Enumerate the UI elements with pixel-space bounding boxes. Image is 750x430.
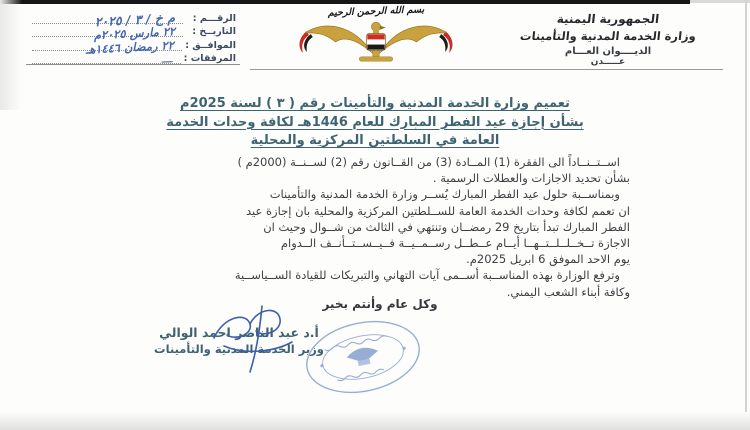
yemen-eagle-emblem-icon bbox=[297, 17, 455, 63]
date-handwritten-value: ٢٢ مارس ٢٠٢٥م bbox=[92, 24, 175, 43]
letterhead-country: الجمهورية اليمنية bbox=[556, 12, 660, 26]
title-line-1: تعميم وزارة الخدمة المدنية والتأمينات رقم ( ٣ ) لسنة 2025م bbox=[180, 96, 570, 111]
letterhead-emblem-block bbox=[288, 6, 464, 67]
scan-right-edge bbox=[745, 0, 747, 430]
signature-position: وزير الخدمة المدنية والتأمينات bbox=[154, 342, 324, 356]
body-line-8: وترفع الوزارة بهذه المناســبة أســمى آيات التهاني والتبريكات للقيادة الســياســية bbox=[234, 268, 620, 283]
title-line-2: بشأن إجازة عيد الفطر المبارك للعام 1446هـ لكافة وحدات الخدمة bbox=[166, 114, 584, 130]
hijri-handwritten-value: ٢٢ رمضان ١٤٤٦هـ bbox=[85, 37, 175, 57]
scan-top-edge-right bbox=[690, 0, 750, 3]
letterhead-office: الديــــوان العـــام bbox=[564, 46, 652, 57]
meta-row-attachments bbox=[32, 51, 236, 65]
official-round-stamp-icon bbox=[299, 316, 427, 398]
meta-separator-line bbox=[26, 64, 240, 65]
circular-body bbox=[125, 154, 630, 300]
number-label: الرقـــم : bbox=[192, 12, 236, 24]
body-line-4: ان تعمم لكافة وحدات الخدمة العامة للســلطتين المركزية والمحلية بان إجازة عيد bbox=[246, 203, 630, 218]
letterhead-ministry: وزارة الخدمة المدنية والتأمينات bbox=[519, 29, 697, 43]
bismillah-calligraphy: بسم الله الرحمن الرحيم bbox=[327, 4, 425, 19]
number-dotted-line bbox=[32, 9, 183, 29]
attachments-value: ــــ bbox=[161, 55, 173, 66]
body-line-5: الفطر المبارك تبدأ بتاريخ 29 رمضــان وتنتهي في الثالث من شــوال وحيث ان bbox=[263, 219, 630, 234]
scan-bottom-shadow bbox=[0, 412, 750, 430]
letterhead-separator-line bbox=[250, 69, 723, 70]
circular-title bbox=[115, 95, 635, 151]
date-label: التاريــخ : bbox=[192, 26, 236, 37]
scan-top-edge bbox=[0, 0, 690, 4]
body-line-6: الاجازة تــخــلــلــتــهــا أيــام عــطــل رســمــيــة فــيــســتــأنــف الــدوام bbox=[280, 236, 630, 251]
signature-name: أ.د عبد الناصر احمد الوالي bbox=[159, 325, 319, 340]
body-line-9: وكافة أبناء الشعب اليمني. bbox=[506, 284, 630, 299]
title-line-3: العامة في السلطتين المركزية والمحلية bbox=[250, 133, 500, 148]
attachments-dotted-line bbox=[32, 50, 181, 65]
body-line-7: يوم الاحد الموفق 6 ابريل 2025م. bbox=[466, 252, 630, 267]
body-line-1: اســتــنــاداً الى الفقرة (1) المــادة (3) من القــانون رقم (2) لســنــة (2000م ) bbox=[237, 155, 620, 169]
letterhead-right-block bbox=[498, 12, 718, 67]
meta-row-number bbox=[32, 9, 236, 29]
body-line-3: وبمناســبة حلول عيد الفطر المبارك يُســر وزارة الخدمة المدنية والتأمينات bbox=[269, 187, 620, 202]
meta-fields-block bbox=[32, 10, 236, 64]
scan-left-shadow bbox=[0, 0, 22, 110]
number-handwritten-value: م خ / ٣ / ٢٠٢٥ bbox=[94, 9, 175, 29]
date-dotted-line bbox=[32, 23, 183, 43]
closing-greeting: وكل عام وأنتم بخير bbox=[322, 297, 438, 311]
meta-row-date bbox=[32, 24, 236, 43]
letterhead-city: عـــــدن bbox=[590, 57, 626, 67]
hijri-label: الموافــق : bbox=[185, 39, 236, 51]
meta-row-hijri bbox=[32, 37, 236, 57]
body-line-2: بشأن تحديد الاجازات والعطلات الرسمية . bbox=[432, 171, 630, 186]
attachments-label: المرفقات : bbox=[183, 53, 236, 64]
hijri-dotted-line bbox=[32, 36, 182, 57]
